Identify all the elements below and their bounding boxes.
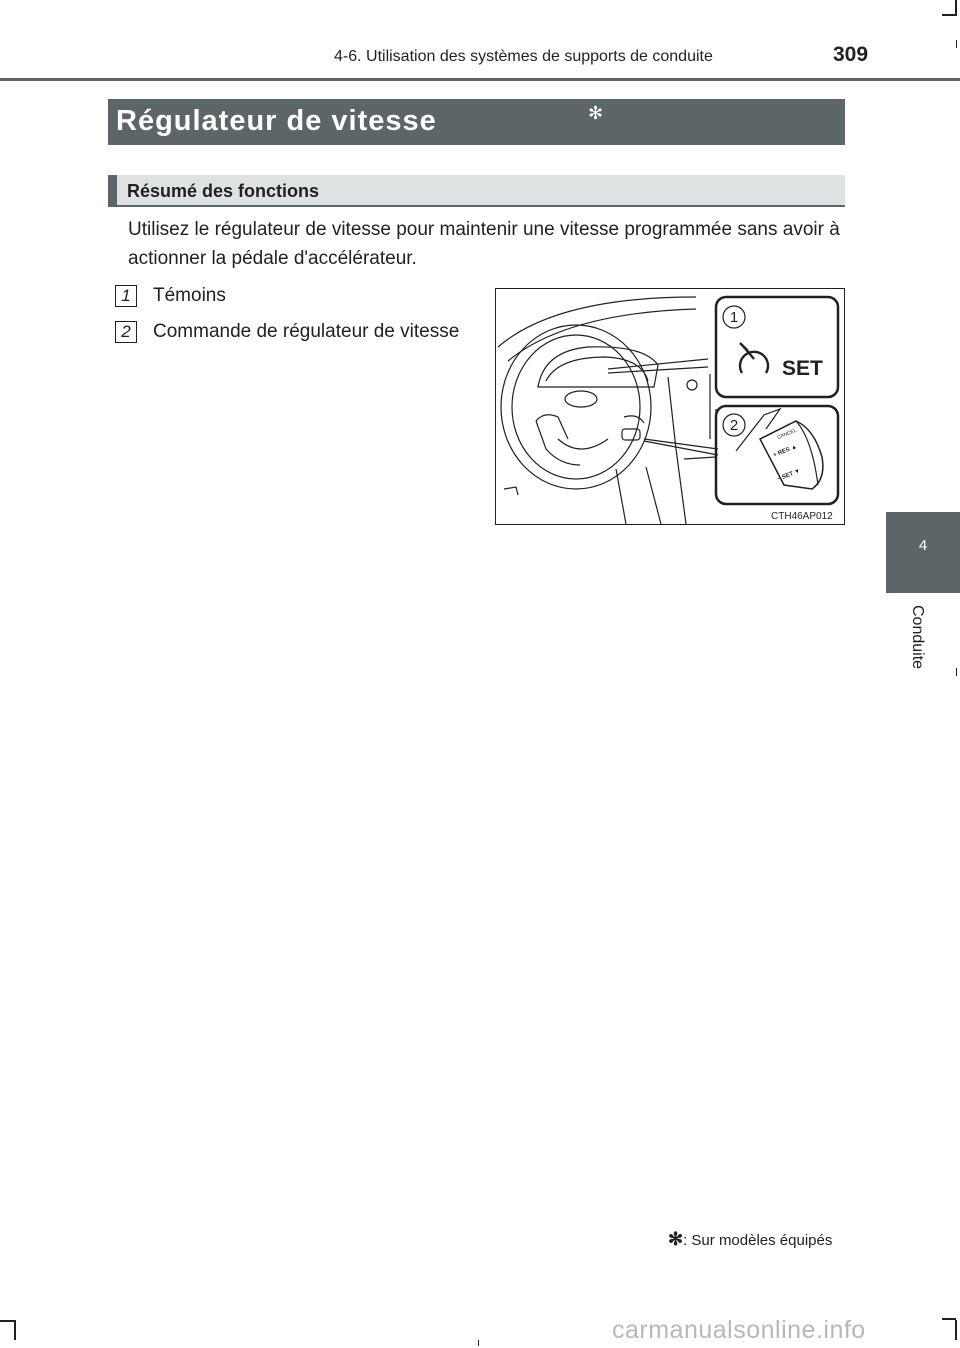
cruise-control-illustration	[495, 288, 845, 525]
chapter-section-title: 4-6. Utilisation des systèmes de supports de conduite	[334, 48, 713, 65]
crop-mark	[955, 1320, 957, 1340]
cruise-control-indicator-icon	[740, 343, 768, 373]
item-text: Commande de régulateur de vitesse	[153, 321, 460, 342]
chapter-tab	[886, 512, 960, 593]
intro-paragraph: Utilisez le régulateur de vitesse pour maintenir une vitesse programmée sans avoir à actionner la pédale d'accélérateur.	[128, 219, 840, 269]
crop-mark	[478, 1340, 479, 1346]
chapter-label: Conduite	[909, 605, 926, 670]
crop-mark	[956, 40, 957, 48]
callout-number: 1	[729, 309, 739, 326]
footnote-text: : Sur modèles équipés	[683, 1232, 833, 1249]
page-number: 309	[833, 43, 869, 66]
header-rule	[0, 78, 960, 81]
item-text: Témoins	[153, 285, 226, 306]
chapter-number: 4	[918, 537, 928, 554]
item-number: 1	[115, 285, 137, 307]
section-heading: Résumé des fonctions	[127, 181, 320, 201]
title-footnote-star: ✻	[588, 103, 604, 123]
footnote	[668, 1229, 832, 1250]
crop-mark	[955, 0, 957, 14]
crop-mark	[956, 668, 957, 676]
section-mark	[108, 175, 117, 207]
item-number: 2	[115, 321, 137, 343]
page-title-bar	[108, 99, 845, 145]
footnote-star: ✻	[668, 1229, 684, 1249]
set-indicator-label: SET	[782, 357, 823, 380]
page-title: Régulateur de vitesse	[116, 105, 437, 137]
lever-label-set: − SET ▼	[776, 468, 802, 483]
lever-label-res: + RES ▲	[772, 443, 799, 459]
crop-mark	[14, 1320, 16, 1340]
dashboard-drawing	[496, 289, 844, 524]
watermark: carmanualsonline.info	[612, 1316, 866, 1344]
lever-label-cancel: CANCEL	[776, 427, 798, 441]
figure-code: CTH46AP012	[771, 511, 833, 522]
crop-mark	[942, 14, 957, 16]
callout-number: 2	[729, 417, 739, 434]
list-item	[115, 317, 477, 346]
list-item	[115, 281, 477, 310]
crop-mark	[0, 1320, 14, 1322]
section-heading-bar	[108, 175, 845, 207]
crop-mark	[942, 1318, 956, 1320]
